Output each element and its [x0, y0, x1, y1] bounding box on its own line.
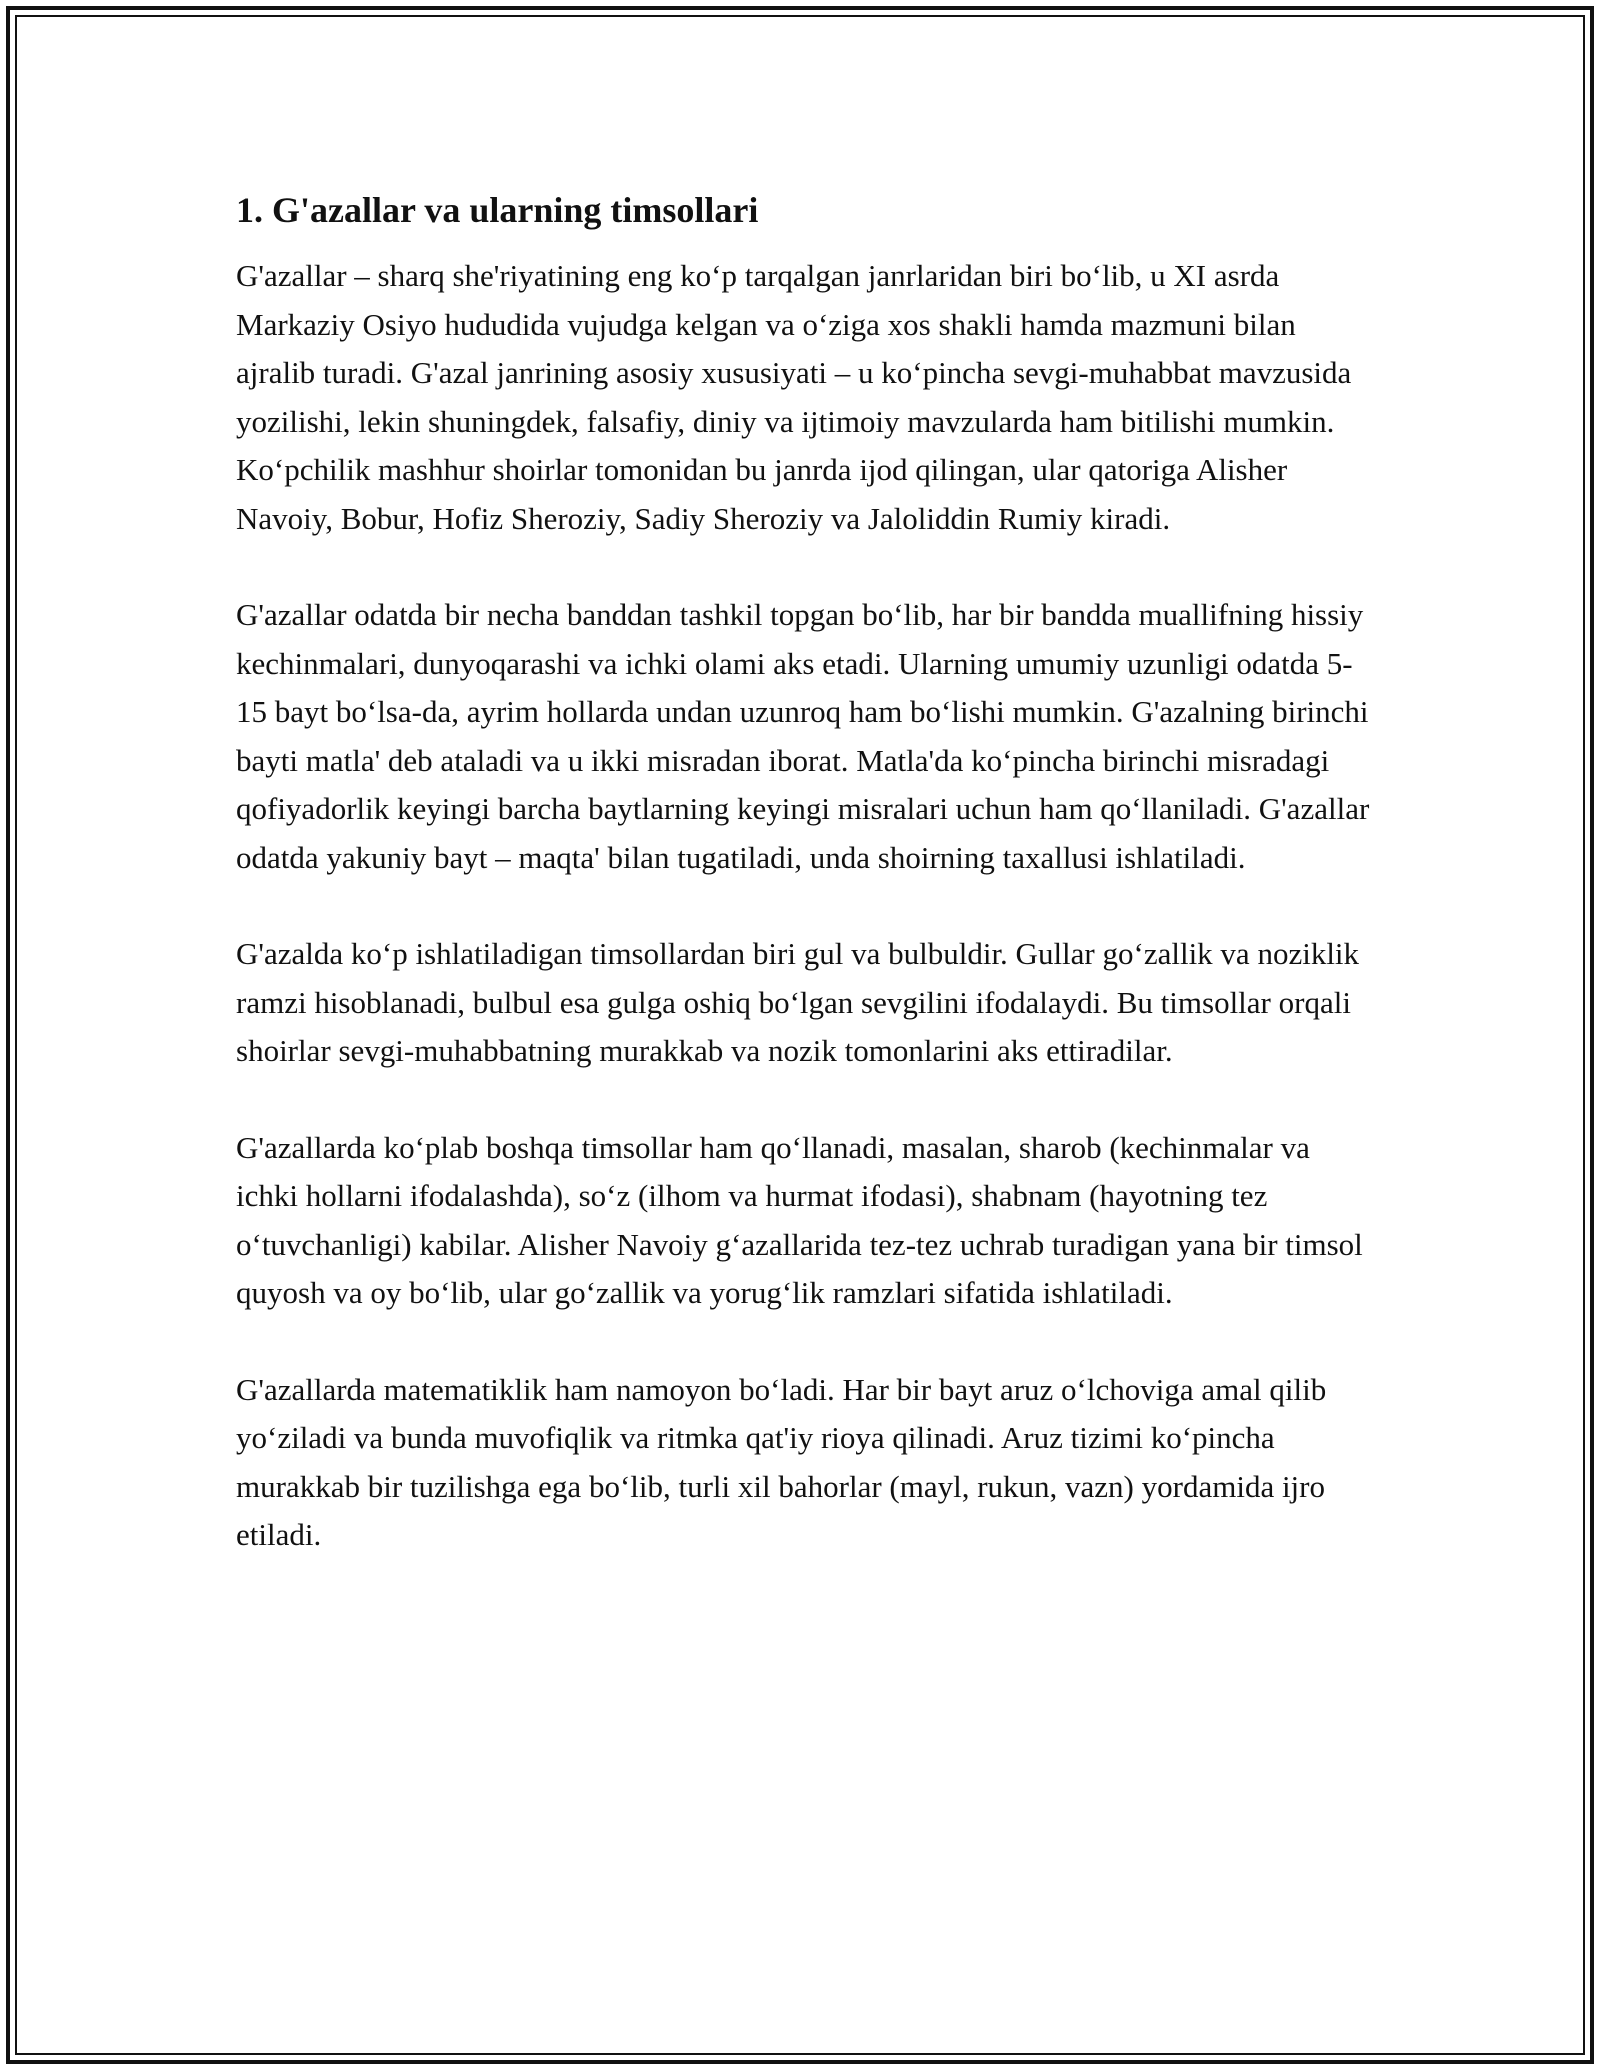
document-body: [236, 186, 1376, 1608]
paragraph-3: G'azalda ko‘p ishlatiladigan timsollardan biri gul va bulbuldir. Gullar go‘zallik va noziklik ramzi hisoblanadi, bulbul esa gulga oshiq bo‘lgan sevgilini ifodalaydi. Bu timsollar orqali shoirlar sevgi-muhabbatning murakkab va nozik tomonlarini aks ettiradilar.: [236, 936, 1360, 1068]
section-heading: 1. G'azallar va ularning timsollari: [236, 190, 759, 230]
paragraph-5: G'azallarda matematiklik ham namoyon bo‘ladi. Har bir bayt aruz o‘lchoviga amal qilib yo‘ziladi va bunda muvofiqlik va ritmka qat'iy rioya qilinadi. Aruz tizimi ko‘pincha murakkab bir tuzilishga ega bo‘lib, turli xil bahorlar (mayl, rukun, vazn) yordamida ijro etiladi.: [236, 1371, 1327, 1552]
paragraph-2: G'azallar odatda bir necha banddan tashkil topgan bo‘lib, har bir bandda muallifning hissiy kechinmalari, dunyoqarashi va ichki olami aks etadi. Ularning umumiy uzunligi odatda 5-15 bayt bo‘lsa-da, ayrim hollarda undan uzunroq ham bo‘lishi mumkin. G'azalning birinchi bayti matla' deb ataladi va u ikki misradan iborat. Matla'da ko‘pincha birinchi misradagi qofiyadorlik keyingi barcha baytlarning keyingi misralari uchun ham qo‘llaniladi. G'azallar odatda yakuniy bayt – maqta' bilan tugatiladi, unda shoirning taxallusi ishlatiladi.: [236, 597, 1370, 875]
paragraph-4: G'azallarda ko‘plab boshqa timsollar ham qo‘llanadi, masalan, sharob (kechinmalar va ichki hollarni ifodalashda), so‘z (ilhom va hurmat ifodasi), shabnam (hayotning tez o‘tuvchanligi) kabilar. Alisher Navoiy g‘azallarida tez-tez uchrab turadigan yana bir timsol quyosh va oy bo‘lib, ular go‘zallik va yorug‘lik ramzlari sifatida ishlatiladi.: [236, 1129, 1363, 1310]
paragraph-1: G'azallar – sharq she'riyatining eng ko‘p tarqalgan janrlaridan biri bo‘lib, u XI asrda Markaziy Osiyo hududida vujudga kelgan va o‘ziga xos shakli hamda mazmuni bilan ajralib turadi. G'azal janrining asosiy xususiyati – u ko‘pincha sevgi-muhabbat mavzusida yozilishi, lekin shuningdek, falsafiy, diniy va ijtimoiy mavzularda ham bitilishi mumkin. Ko‘pchilik mashhur shoirlar tomonidan bu janrda ijod qilingan, ular qatoriga Alisher Navoiy, Bobur, Hofiz Sheroziy, Sadiy Sheroziy va Jaloliddin Rumiy kiradi.: [236, 258, 1352, 536]
